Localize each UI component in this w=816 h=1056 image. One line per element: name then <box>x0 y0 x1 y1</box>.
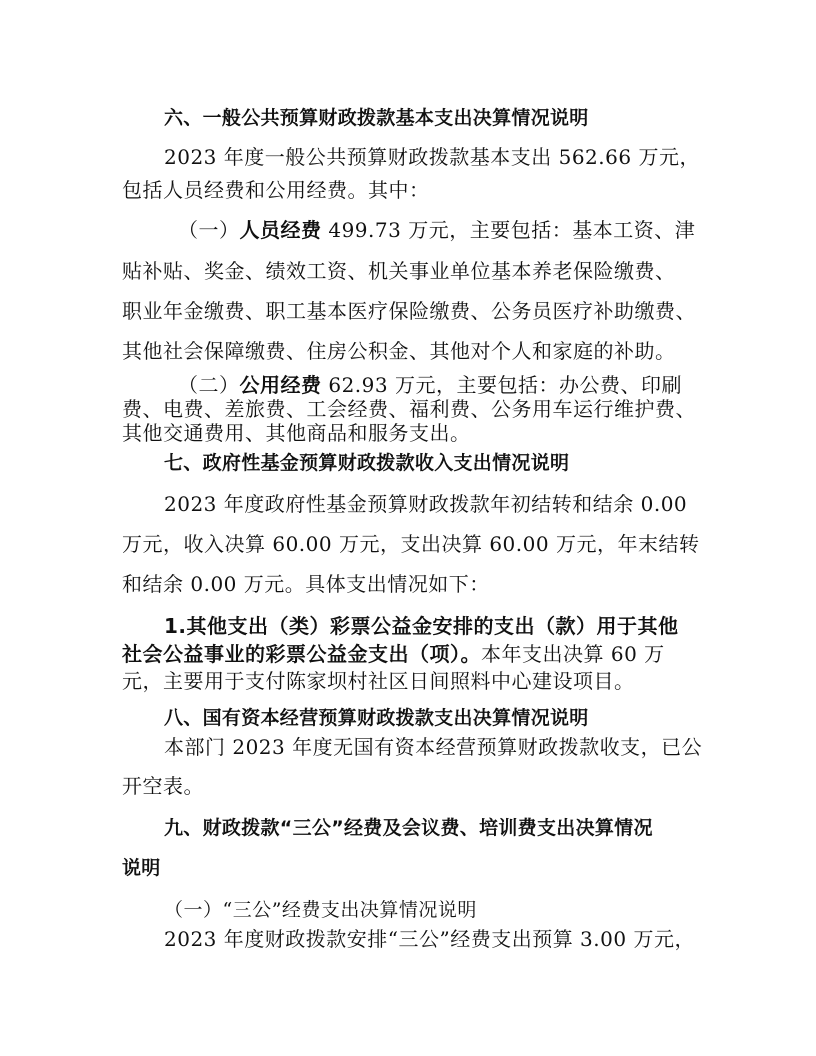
paragraph-line: 2023 年度财政拨款安排“三公”经费支出预算 3.00 万元， <box>164 927 695 951</box>
section-6-heading: 六、一般公共预算财政拨款基本支出决算情况说明 <box>164 107 589 129</box>
public-expense-term: 公用经费 <box>239 373 322 397</box>
paragraph-line: 其他交通费用、其他商品和服务支出。 <box>122 421 471 445</box>
paragraph-line: 2023 年度一般公共预算财政拨款基本支出 562.66 万元， <box>164 145 700 169</box>
paragraph-line <box>122 640 665 668</box>
paragraph-text: 本年支出决算 60 万 <box>481 642 665 666</box>
paragraph-text: 499.73 万元，主要包括：基本工资、津 <box>321 218 696 242</box>
paragraph-line: 本部门 2023 年度无国有资本经营预算财政拨款收支，已公 <box>164 735 703 759</box>
section-8-heading: 八、国有资本经营预算财政拨款支出决算情况说明 <box>164 707 589 729</box>
paragraph-line <box>178 216 696 244</box>
personnel-expense-term: 人员经费 <box>239 218 322 242</box>
paragraph-line: 万元，收入决算 60.00 万元，支出决算 60.00 万元，年末结转 <box>122 532 700 556</box>
lottery-fund-item-title: 社会公益事业的彩票公益金支出（项）。 <box>122 642 481 666</box>
paragraph-line: 其他社会保障缴费、住房公积金、其他对个人和家庭的补助。 <box>122 339 676 363</box>
item-label: （一） <box>178 218 240 242</box>
section-9-heading: 九、财政拨款“三公”经费及会议费、培训费支出决算情况 <box>164 817 653 839</box>
item-label: （二） <box>178 373 240 397</box>
paragraph-line: 职业年金缴费、职工基本医疗保险缴费、公务员医疗补助缴费、 <box>122 299 696 323</box>
section-7-heading: 七、政府性基金预算财政拨款收入支出情况说明 <box>164 452 570 474</box>
section-9-heading-cont: 说明 <box>122 857 161 879</box>
paragraph-text: 62.93 万元，主要包括：办公费、印刷 <box>321 373 682 397</box>
paragraph-line: 费、电费、差旅费、工会经费、福利费、公务用车运行维护费、 <box>122 397 696 421</box>
paragraph-line: 贴补贴、奖金、绩效工资、机关事业单位基本养老保险缴费、 <box>122 259 676 283</box>
paragraph-line: 1.其他支出（类）彩票公益金安排的支出（款）用于其他 <box>164 614 679 638</box>
paragraph-line: 元，主要用于支付陈家坝村社区日间照料中心建设项目。 <box>122 669 635 693</box>
paragraph-line: 开空表。 <box>122 774 204 798</box>
subheading: （一）“三公”经费支出决算情况说明 <box>164 899 477 921</box>
paragraph-line: 包括人员经费和公用经费。其中： <box>122 178 430 202</box>
paragraph-line: 2023 年度政府性基金预算财政拨款年初结转和结余 0.00 <box>164 492 688 516</box>
paragraph-line: 和结余 0.00 万元。具体支出情况如下： <box>122 572 490 596</box>
